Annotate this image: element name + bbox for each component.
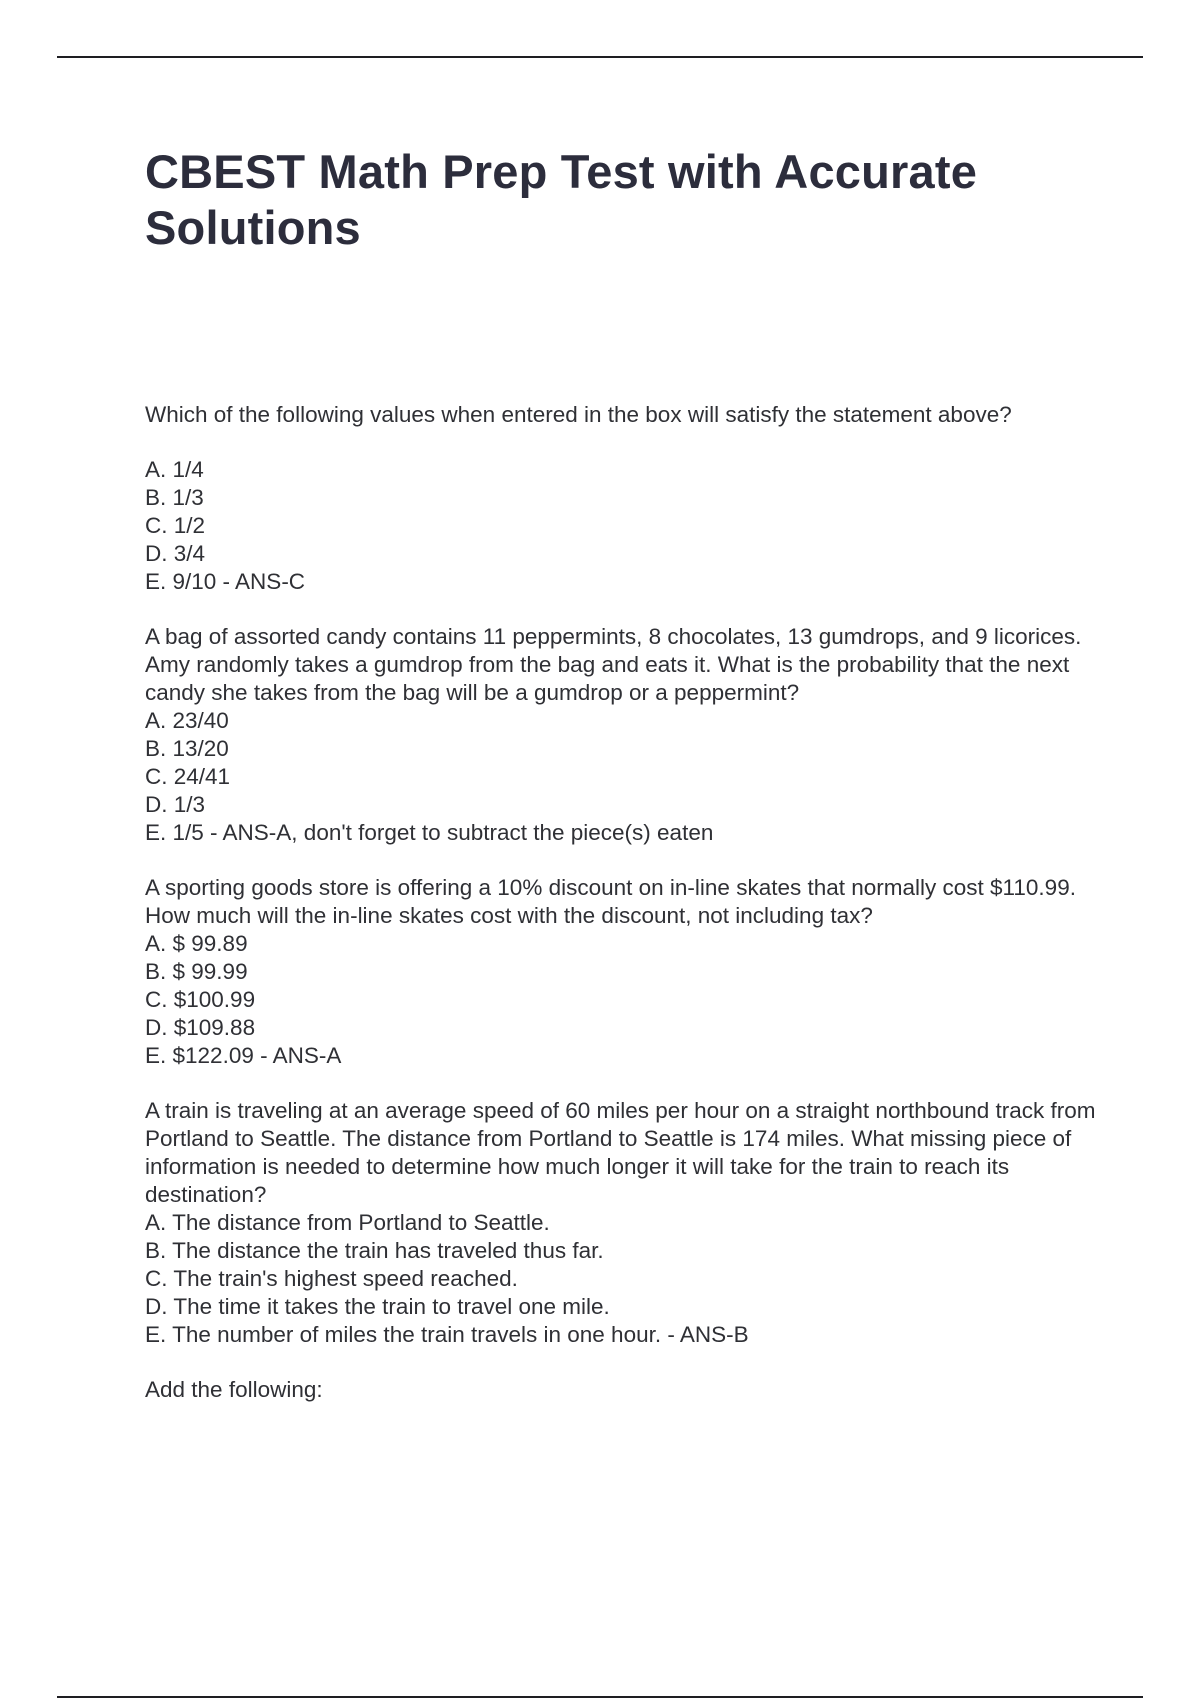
answer-option: B. 1/3	[145, 485, 204, 510]
answer-option: D. The time it takes the train to travel one mile.	[145, 1294, 610, 1319]
question-stem: A sporting goods store is offering a 10% discount on in-line skates that normally cost $110.99. How much will the in-line skates cost with the discount, not including tax?	[145, 875, 1076, 928]
question-stem: A train is traveling at an average speed of 60 miles per hour on a straight northbound track from Portland to Seattle. The distance from Portland to Seattle is 174 miles. What missing piece of information is needed to determine how much longer it will take for the train to reach its destination?	[145, 1098, 1096, 1207]
answer-option: E. 9/10 - ANS-C	[145, 569, 306, 594]
page-title: CBEST Math Prep Test with Accurate Solutions	[145, 145, 978, 254]
question-1	[145, 401, 1105, 596]
question-list	[145, 401, 1105, 1404]
answer-option: A. The distance from Portland to Seattle.	[145, 1210, 550, 1235]
trailing-prompt	[145, 1376, 1105, 1404]
answer-option: C. 24/41	[145, 764, 231, 789]
answer-option: A. 1/4	[145, 457, 204, 482]
answer-option: D. $109.88	[145, 1015, 256, 1040]
answer-option: D. 1/3	[145, 792, 206, 817]
answer-option: D. 3/4	[145, 541, 206, 566]
question-4	[145, 1097, 1105, 1349]
answer-option: B. 13/20	[145, 736, 229, 761]
answer-option: E. The number of miles the train travels in one hour. - ANS-B	[145, 1322, 749, 1347]
answer-options	[145, 707, 1105, 847]
answer-option: E. $122.09 - ANS-A	[145, 1043, 342, 1068]
answer-option: A. 23/40	[145, 708, 229, 733]
answer-option: C. The train's highest speed reached.	[145, 1266, 518, 1291]
answer-option: E. 1/5 - ANS-A, don't forget to subtract the piece(s) eaten	[145, 820, 714, 845]
top-rule	[57, 56, 1143, 58]
bottom-rule	[57, 1696, 1143, 1698]
answer-options	[145, 456, 1105, 596]
answer-options	[145, 1209, 1105, 1349]
answer-option: B. The distance the train has traveled thus far.	[145, 1238, 604, 1263]
answer-option: B. $ 99.99	[145, 959, 248, 984]
document-body	[145, 144, 1105, 1431]
answer-option: C. $100.99	[145, 987, 256, 1012]
answer-option: C. 1/2	[145, 513, 206, 538]
question-stem: A bag of assorted candy contains 11 peppermints, 8 chocolates, 13 gumdrops, and 9 licorices. Amy randomly takes a gumdrop from the bag and eats it. What is the probability that the next candy she takes from the bag will be a gumdrop or a peppermint?	[145, 624, 1082, 705]
question-2	[145, 623, 1105, 847]
answer-option: A. $ 99.89	[145, 931, 248, 956]
trailing-text: Add the following:	[145, 1377, 323, 1402]
question-stem: Which of the following values when entered in the box will satisfy the statement above?	[145, 402, 1012, 427]
answer-options	[145, 930, 1105, 1070]
question-3	[145, 874, 1105, 1070]
